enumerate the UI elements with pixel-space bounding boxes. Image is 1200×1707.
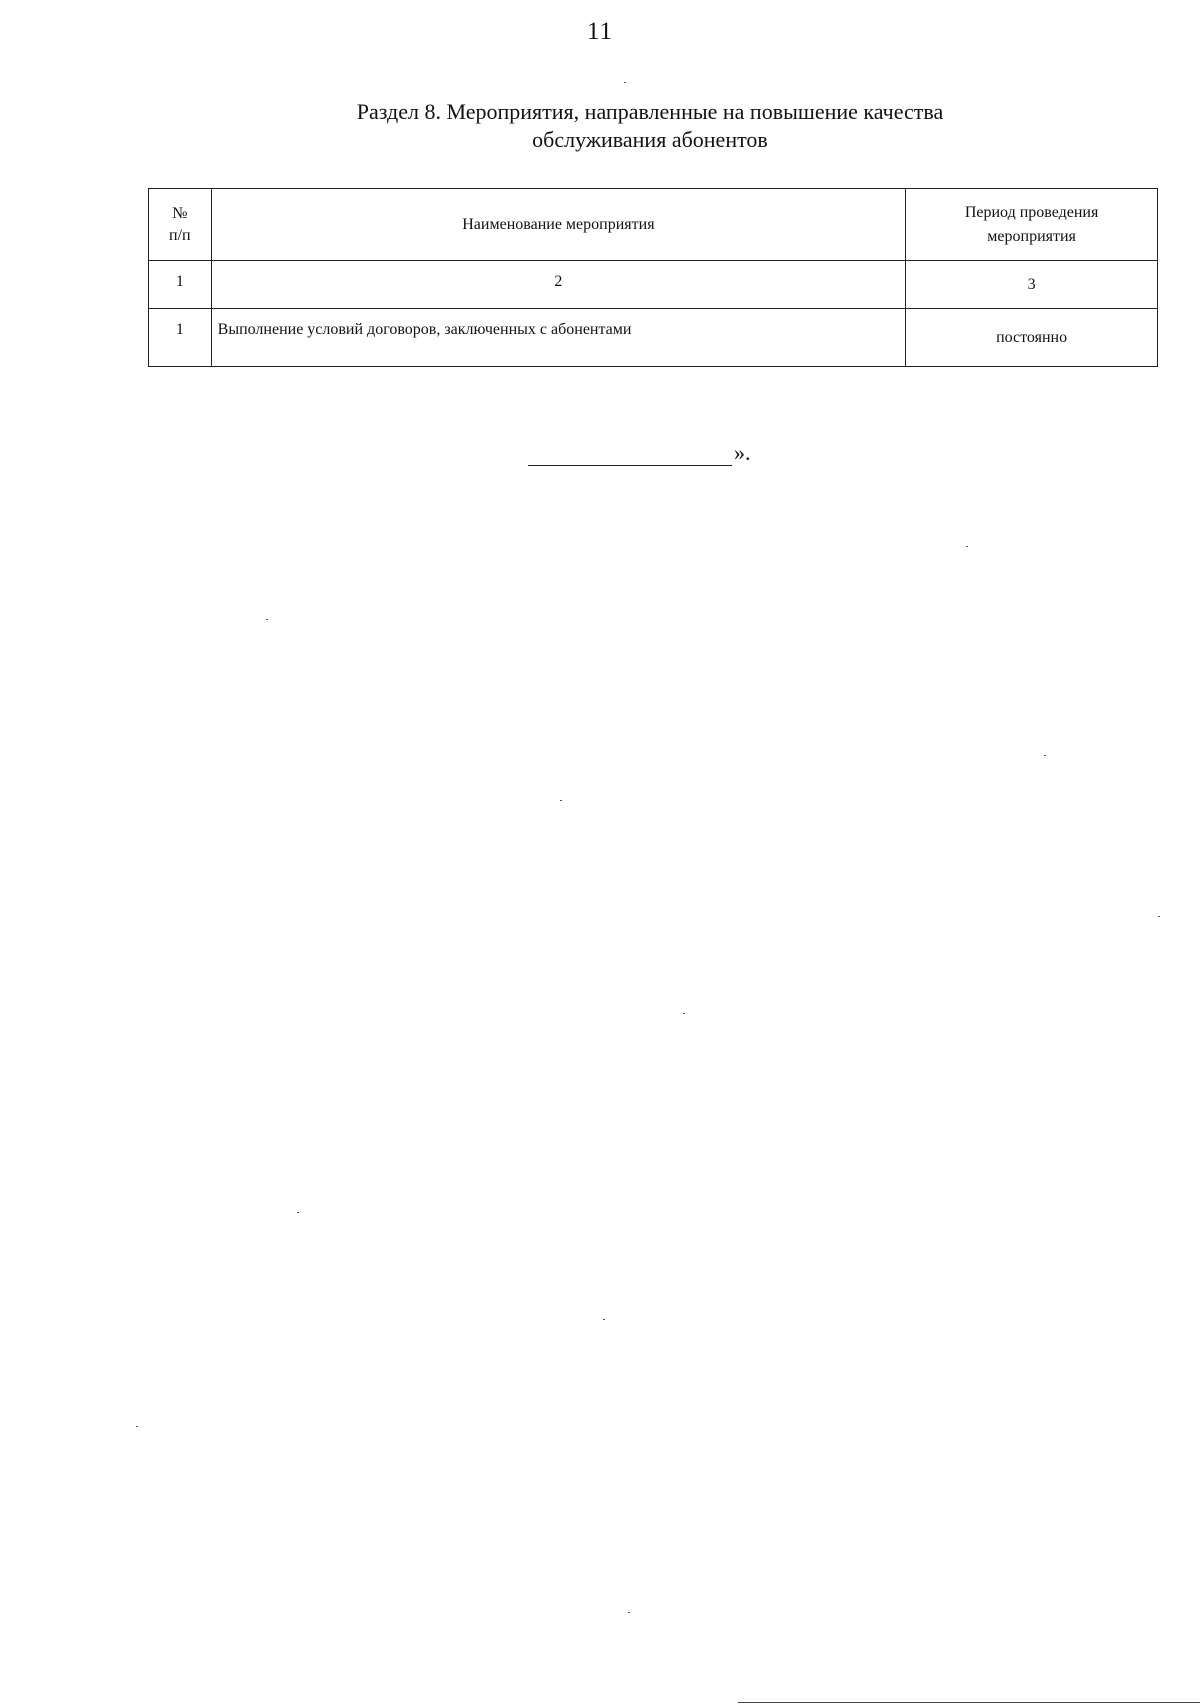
measures-table xyxy=(148,188,1158,367)
row-period: постоянно xyxy=(906,309,1158,367)
section-title xyxy=(200,98,1100,154)
scan-speck xyxy=(136,1426,138,1427)
header-num-line-1: № xyxy=(172,204,188,222)
scan-speck xyxy=(683,1013,685,1014)
header-period xyxy=(906,189,1158,261)
index-cell-2: 2 xyxy=(211,261,906,309)
section-title-line-1: Раздел 8. Мероприятия, направленные на повышение качества xyxy=(356,99,944,124)
scan-speck xyxy=(628,1612,630,1613)
table-row xyxy=(149,309,1158,367)
scan-speck xyxy=(1158,916,1160,917)
header-period-line-2: мероприятия xyxy=(987,227,1076,245)
scan-speck xyxy=(603,1319,605,1320)
table-index-row xyxy=(149,261,1158,309)
page-number: 11 xyxy=(586,18,614,45)
index-cell-3: 3 xyxy=(906,261,1158,309)
header-num xyxy=(149,189,212,261)
scan-speck xyxy=(297,1212,299,1213)
scan-speck xyxy=(1044,755,1046,756)
blank-line xyxy=(528,443,732,466)
header-num-line-2: п/п xyxy=(169,226,191,244)
closing-quote: ». xyxy=(734,440,751,465)
scan-speck xyxy=(624,82,626,83)
bottom-scan-line xyxy=(738,1702,1200,1703)
header-name: Наименование мероприятия xyxy=(211,189,906,261)
closing-mark xyxy=(528,440,751,466)
row-num: 1 xyxy=(149,309,212,367)
table-header-row xyxy=(149,189,1158,261)
row-name: Выполнение условий договоров, заключенных с абонентами xyxy=(211,309,906,367)
scan-speck xyxy=(266,619,268,620)
scan-speck xyxy=(560,800,562,801)
header-period-line-1: Период проведения xyxy=(964,203,1099,221)
index-cell-1: 1 xyxy=(149,261,212,309)
scan-speck xyxy=(966,546,968,547)
section-title-line-2: обслуживания абонентов xyxy=(532,127,768,152)
